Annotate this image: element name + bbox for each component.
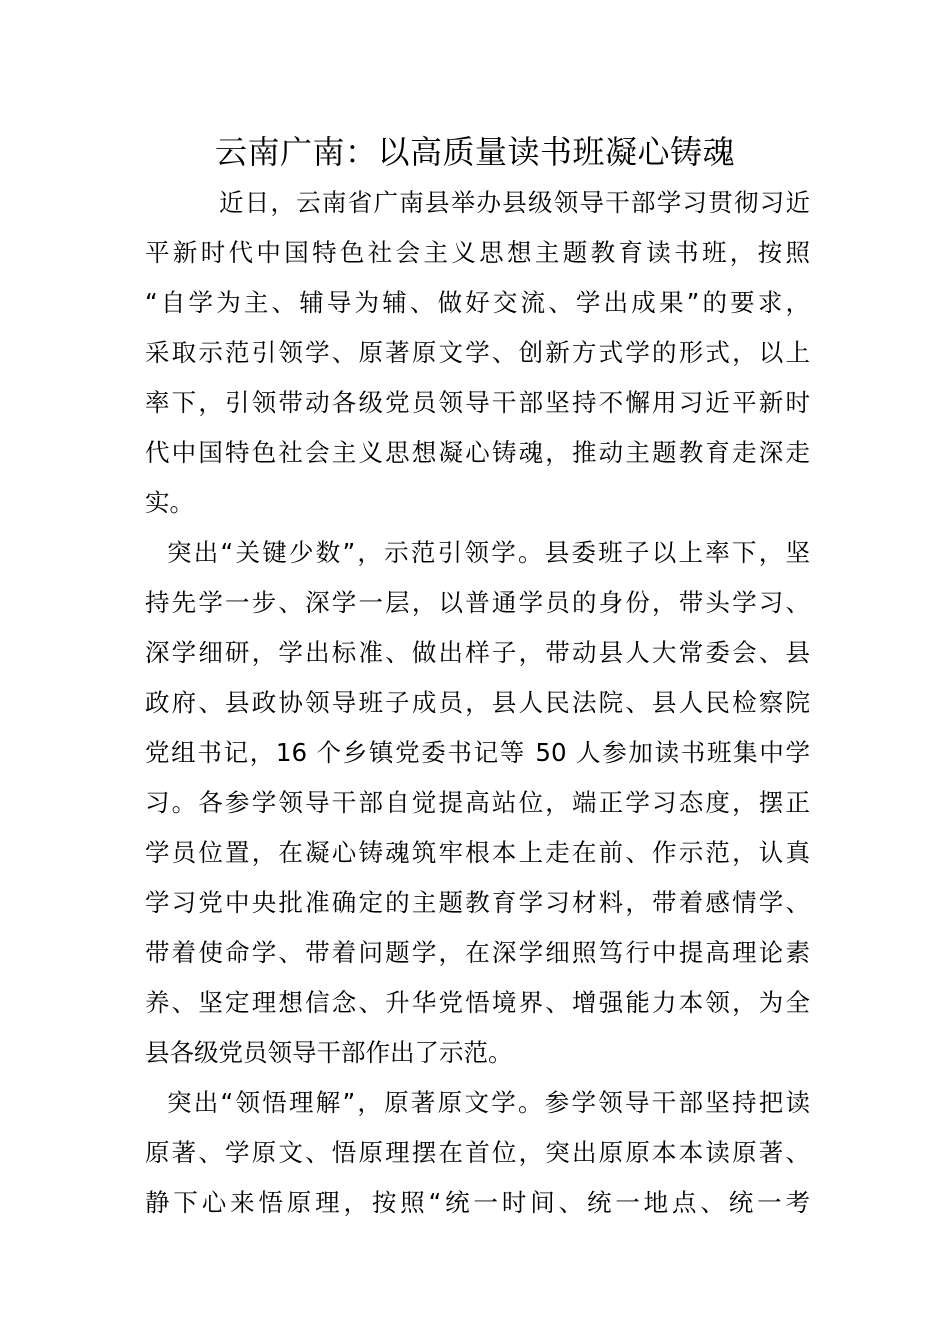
text-line: 实。 [145, 488, 194, 517]
text-line: 持先学一步、深学一层，以普通学员的身份，带头学习、 [145, 588, 810, 617]
text-line: 代中国特色社会主义思想凝心铸魂，推动主题教育走深走 [145, 438, 810, 467]
text-line: 突出“关键少数”，示范引领学。县委班子以上率下，坚 [167, 538, 810, 567]
text-line: 县各级党员领导干部作出了示范。 [145, 1038, 513, 1067]
text-line: 率下，引领带动各级党员领导干部坚持不懈用习近平新时 [145, 388, 810, 417]
text-line: 静下心来悟原理，按照“统一时间、统一地点、统一考 [145, 1188, 810, 1217]
document-title: 云南广南：以高质量读书班凝心铸魂 [214, 133, 735, 171]
text-line: 平新时代中国特色社会主义思想主题教育读书班，按照 [145, 238, 810, 267]
paragraph-key-minority [145, 528, 810, 1078]
text-line: 学员位置，在凝心铸魂筑牢根本上走在前、作示范，认真 [145, 838, 810, 867]
text-line: 养、坚定理想信念、升华党悟境界、增强能力本领，为全 [145, 988, 810, 1017]
text-line: 深学细研，学出标准、做出样子，带动县人大常委会、县 [145, 638, 810, 667]
text-line: 学习党中央批准确定的主题教育学习材料，带着感情学、 [145, 888, 810, 917]
text-line: 近日，云南省广南县举办县级领导干部学习贯彻习近 [219, 188, 810, 217]
text-line: 原著、学原文、悟原理摆在首位，突出原原本本读原著、 [145, 1138, 810, 1167]
text-line: 突出“领悟理解”，原著原文学。参学领导干部坚持把读 [167, 1088, 810, 1117]
text-line: “自学为主、辅导为辅、做好交流、学出成果”的要求， [145, 288, 810, 317]
text-line: 党组书记，16 个乡镇党委书记等 50 人参加读书班集中学 [145, 738, 810, 767]
paragraph-intro [145, 178, 810, 528]
text-line: 政府、县政协领导班子成员，县人民法院、县人民检察院 [145, 688, 810, 717]
text-line: 采取示范引领学、原著原文学、创新方式学的形式，以上 [145, 338, 810, 367]
paragraph-original-works [145, 1078, 810, 1228]
text-line: 带着使命学、带着问题学，在深学细照笃行中提高理论素 [145, 938, 810, 967]
document-body [145, 178, 810, 1228]
text-line: 习。各参学领导干部自觉提高站位，端正学习态度，摆正 [145, 788, 810, 817]
